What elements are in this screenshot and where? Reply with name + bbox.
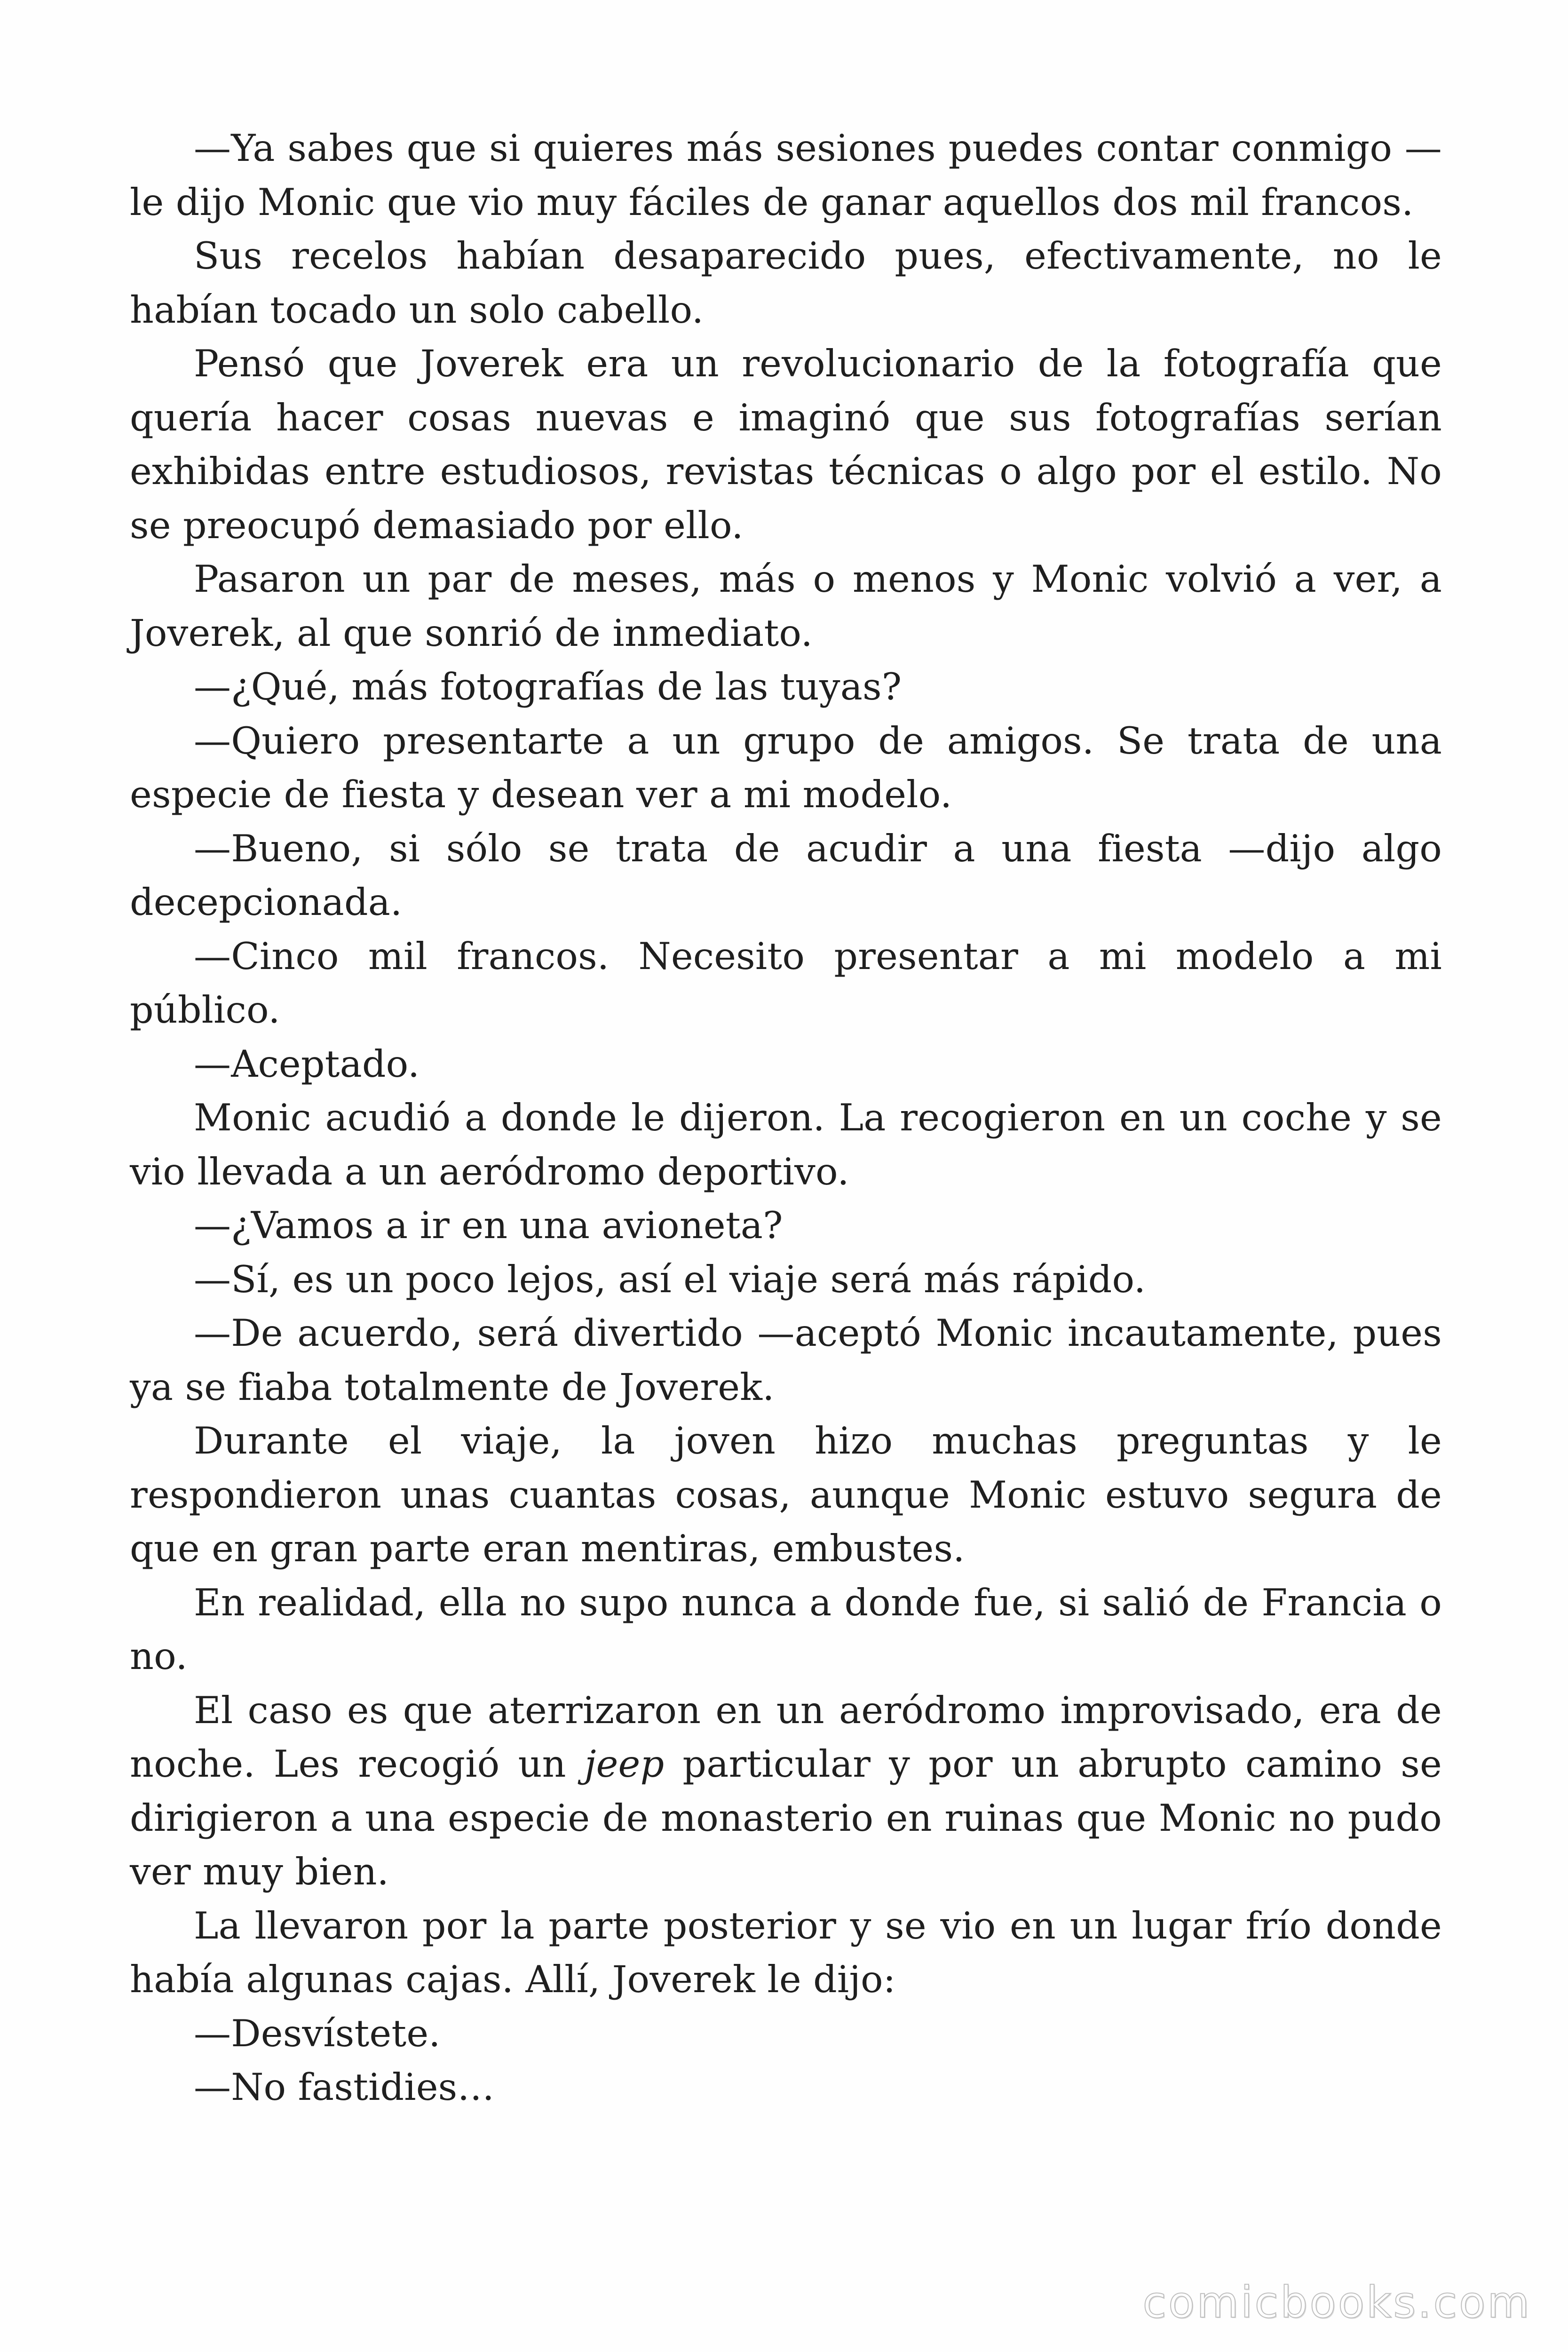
paragraph: —No fastidies…	[194, 2066, 495, 2109]
paragraph: —Ya sabes que si quieres más sesiones puedes contar conmigo —le dijo Monic que vio muy fáciles de ganar aquellos dos mil francos.	[130, 127, 1442, 224]
paragraph: —Sí, es un poco lejos, así el viaje será más rápido.	[194, 1257, 1146, 1301]
paragraph: La llevaron por la parte posterior y se vio en un lugar frío donde había algunas cajas. Allí, Joverek le dijo:	[130, 1904, 1442, 2001]
italic-word: jeep	[584, 1742, 665, 1786]
paragraph: Monic acudió a donde le dijeron. La recogieron en un coche y se vio llevada a un aeródromo deportivo.	[130, 1096, 1442, 1193]
paragraph: Sus recelos habían desaparecido pues, efectivamente, no le habían tocado un solo cabello.	[130, 234, 1442, 332]
paragraph: —¿Qué, más fotografías de las tuyas?	[194, 665, 902, 708]
paragraph-text-before: El caso es que aterrizaron en un aeródromo improvisado, era de noche. Les recogió un	[130, 1688, 1442, 1786]
paragraph: —Bueno, si sólo se trata de acudir a una fiesta —dijo algo decepcionada.	[130, 826, 1442, 924]
paragraph-text-after: particular y por un abrupto camino se dirigieron a una especie de monasterio en ruinas que Monic no pudo ver muy bien.	[130, 1742, 1442, 1893]
paragraph: Durante el viaje, la joven hizo muchas preguntas y le respondieron unas cuantas cosas, aunque Monic estuvo segura de que en gran parte eran mentiras, embustes.	[130, 1419, 1442, 1570]
paragraph-with-italic	[130, 1684, 1442, 1899]
body-text	[130, 121, 1442, 2114]
paragraph: —Cinco mil francos. Necesito presentar a mi modelo a mi público.	[130, 934, 1442, 1032]
paragraph: Pensó que Joverek era un revolucionario de la fotografía que quería hacer cosas nuevas e imaginó que sus fotografías serían exhibidas entre estudiosos, revistas técnicas o algo por el estilo. No se preocupó demasiado por ello.	[130, 342, 1442, 547]
paragraph: En realidad, ella no supo nunca a donde fue, si salió de Francia o no.	[130, 1581, 1442, 1678]
paragraph: —Aceptado.	[194, 1042, 420, 1086]
paragraph: Pasaron un par de meses, más o menos y Monic volvió a ver, a Joverek, al que sonrió de inmediato.	[130, 557, 1442, 655]
paragraph: —Desvístete.	[194, 2011, 441, 2055]
paragraph: —Quiero presentarte a un grupo de amigos. Se trata de una especie de fiesta y desean ver a mi modelo.	[130, 719, 1442, 816]
paragraph: —¿Vamos a ir en una avioneta?	[194, 1204, 783, 1247]
watermark: comicbooks.com	[1142, 2277, 1531, 2328]
paragraph: —De acuerdo, será divertido —aceptó Monic incautamente, pues ya se fiaba totalmente de Joverek.	[130, 1311, 1442, 1409]
